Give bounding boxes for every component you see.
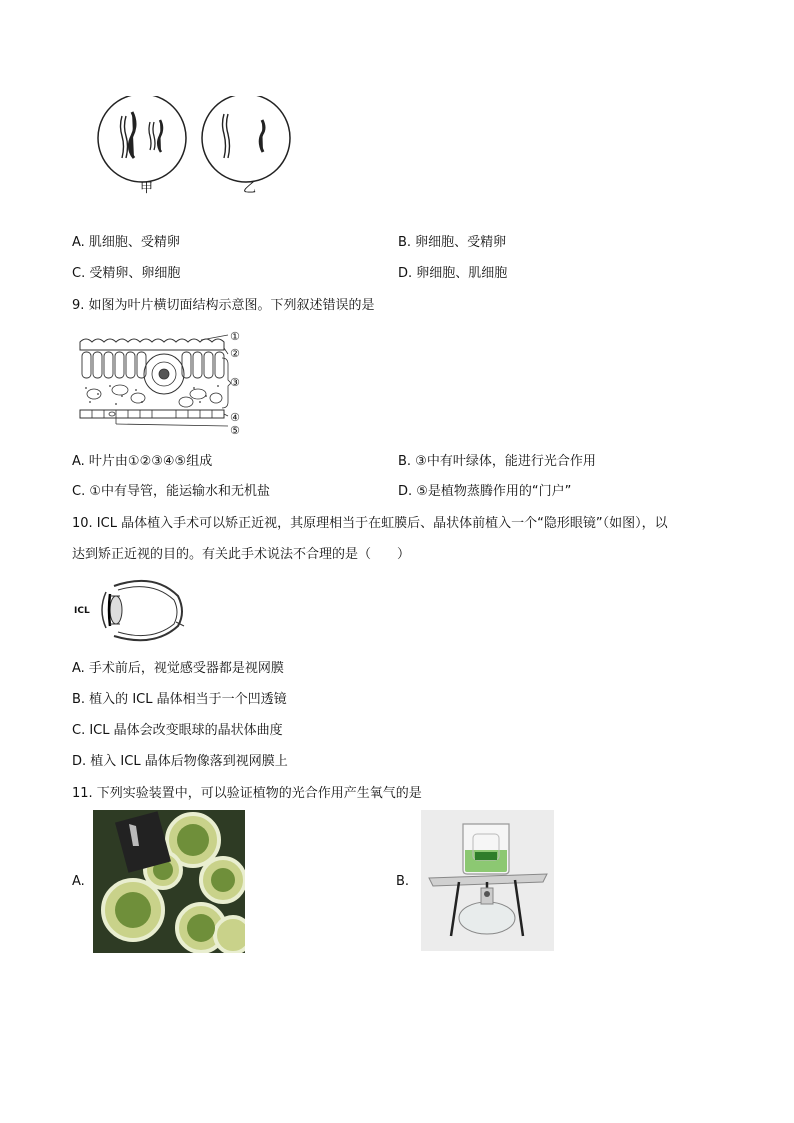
leaf-marker-2: ② (230, 347, 240, 360)
q8-option-b: B. 卵细胞、受精卵 (398, 235, 507, 250)
q11-option-b-label: B. (396, 874, 410, 889)
q11-option-a-label: A. (72, 874, 85, 889)
leaf-marker-1: ① (230, 330, 240, 343)
leaf-marker-3: ③ (230, 376, 240, 389)
q9-option-a: A. 叶片由①②③④⑤组成 (72, 454, 213, 469)
q10-option-a: A. 手术前后，视觉感受器都是视网膜 (72, 661, 284, 676)
variegated-leaf-photo (93, 810, 245, 953)
q8-option-c: C. 受精卵、卵细胞 (72, 266, 181, 281)
figure-label-yi: 乙 (243, 181, 257, 196)
beaker-on-stand-photo (421, 810, 554, 951)
q9-option-b: B. ③中有叶绿体，能进行光合作用 (398, 454, 596, 469)
eye-icl-figure (96, 578, 186, 644)
q10-stem-line2: 达到矫正近视的目的。有关此手术说法不合理的是（ ） (72, 547, 411, 562)
q9-option-c: C. ①中有导管，能运输水和无机盐 (72, 484, 270, 499)
q10-option-d: D. 植入 ICL 晶体后物像落到视网膜上 (72, 754, 288, 769)
chromosome-figure (96, 96, 296, 206)
q9-stem: 9. 如图为叶片横切面结构示意图。下列叙述错误的是 (72, 298, 375, 313)
q9-option-d: D. ⑤是植物蒸腾作用的“门户” (398, 484, 572, 499)
leaf-marker-4: ④ (230, 411, 240, 424)
icl-figure-label: ICL (74, 606, 90, 616)
q11-stem: 11. 下列实验装置中，可以验证植物的光合作用产生氧气的是 (72, 786, 422, 801)
q10-option-b: B. 植入的 ICL 晶体相当于一个凹透镜 (72, 692, 287, 707)
leaf-marker-5: ⑤ (230, 424, 240, 437)
q10-option-c: C. ICL 晶体会改变眼球的晶状体曲度 (72, 723, 283, 738)
q10-stem-line1: 10. ICL 晶体植入手术可以矫正近视，其原理相当于在虹膜后、晶状体前植入一个“隐形眼镜”（如图），以 (72, 516, 668, 531)
q8-option-a: A. 肌细胞、受精卵 (72, 235, 180, 250)
leaf-cross-section-figure (76, 328, 276, 436)
figure-label-jia: 甲 (140, 181, 154, 196)
q8-option-d: D. 卵细胞、肌细胞 (398, 266, 508, 281)
